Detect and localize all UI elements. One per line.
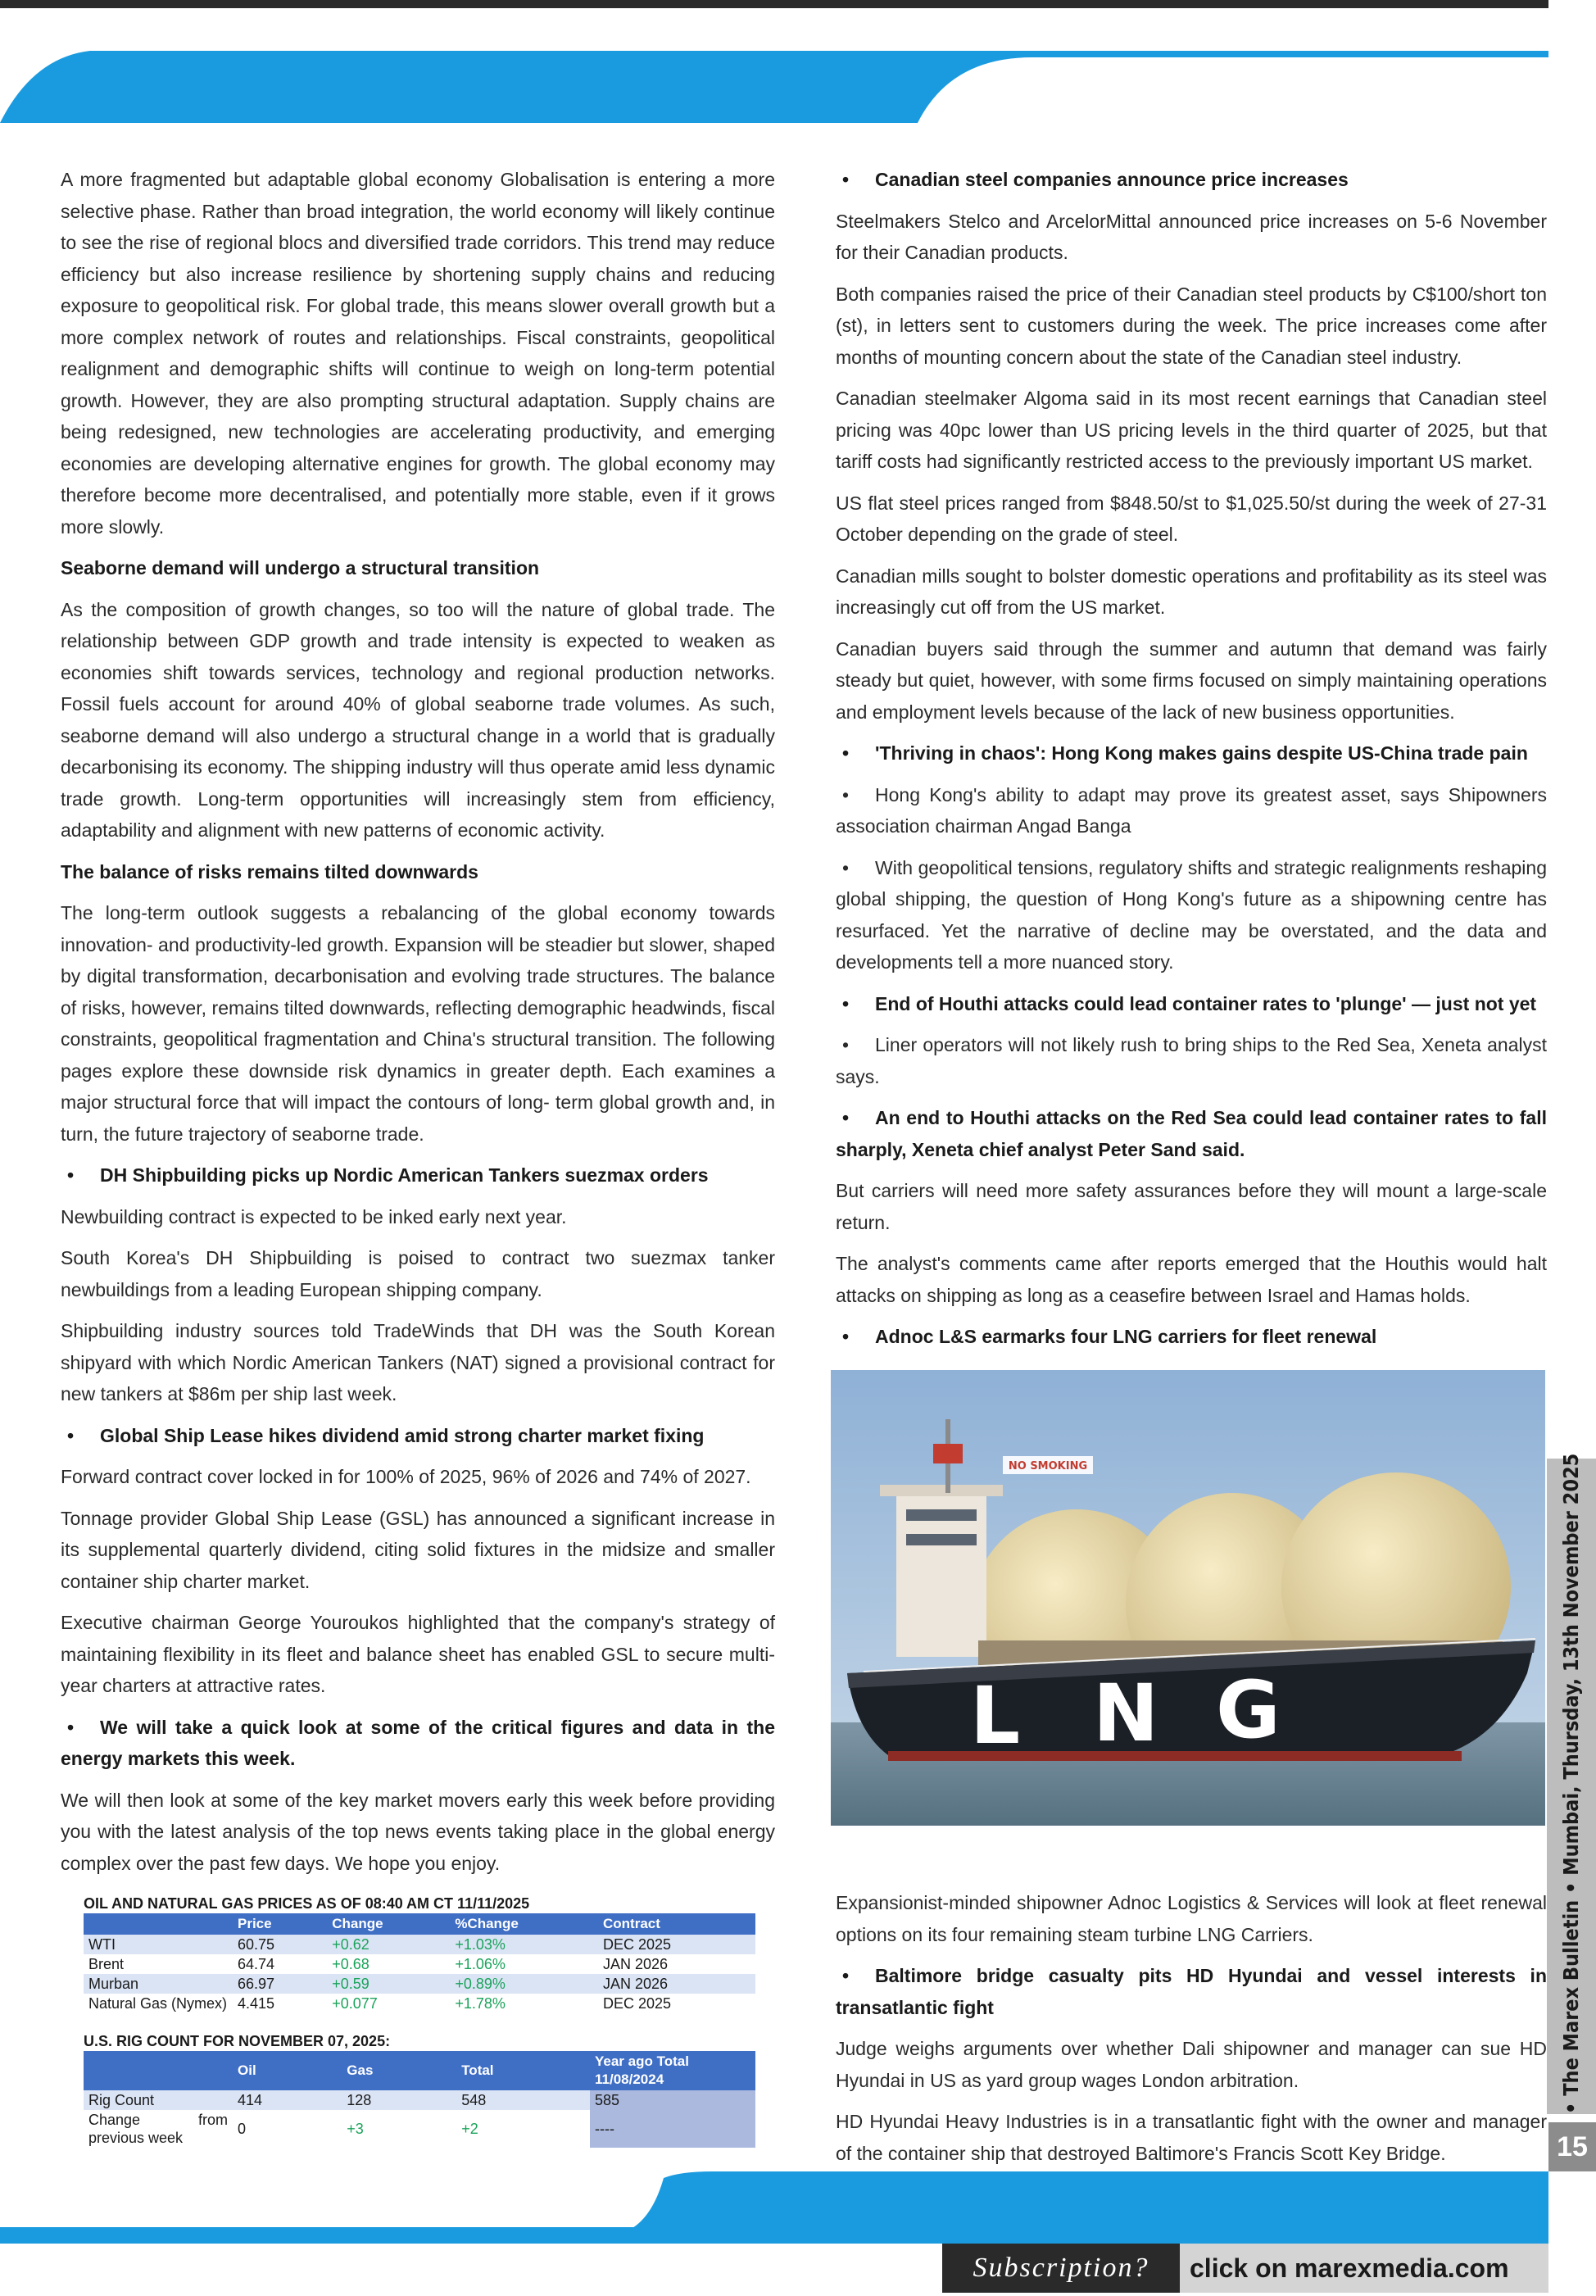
paragraph: Canadian buyers said through the summer and autumn that demand was fairly steady but quiet, however, with some firms focused on simply maintaining operations and employment levels because of the lack of new business opportunities. — [836, 638, 1547, 723]
left-column — [61, 164, 775, 2148]
hull-letter-g: G — [1216, 1664, 1281, 1756]
paragraph: We will then look at some of the key market movers early this week before providing you with the latest analysis of the top news events taking place in the global energy complex over the past few days. We hope you enjoy. — [61, 1789, 775, 1874]
table-row: Murban 66.97 +0.59 +0.89% JAN 2026 — [84, 1974, 755, 1994]
paragraph: Steelmakers Stelco and ArcelorMittal announced price increases on 5-6 November for their Canadian products. — [836, 210, 1547, 263]
news-headline: • 'Thriving in chaos': Hong Kong makes gains despite US-China trade pain — [842, 742, 1528, 764]
energy-tables — [84, 1894, 755, 2148]
paragraph: Canadian mills sought to bolster domestic operations and profitability as its steel was increasingly cut off from the US market. — [836, 565, 1547, 618]
top-bar — [0, 0, 1548, 8]
paragraph: The long-term outlook suggests a rebalancing of the global economy towards innovation- and productivity-led growth. Expansion will be steadier but slower, shaped by digital transformation, decarbonisation and evolving trade structures. The balance of risks, however, remains tilted downwards, reflecting demographic headwinds, fiscal constraints, geopolitical fragmentation and China's structural transition. The following pages explore these downside risk dynamics in greater depth. Each examines a major structural force that will impact the contours of long- term global growth and, in turn, the future trajectory of seaborne trade. — [61, 902, 775, 1145]
prices-table: Price Change %Change Contract WTI 60.75 +0.62 +1.03% DEC 2025 Brent 64.74 +0.68 +1.06% JAN 2026 Murban 66.97 +0.59 +0.89% JAN 2026 Natural Gas (Nymex) 4.415 +0.077 +1.78% DEC 2025 — [84, 1913, 755, 2013]
header-swoosh — [0, 49, 1548, 123]
subscription-link[interactable]: click on marexmedia.com — [1180, 2244, 1548, 2293]
sidebar-dateline: • The Marex Bulletin • Mumbai, Thursday, 13th November 2025 — [1559, 1453, 1583, 2114]
hull-letter-l: L — [970, 1670, 1021, 1762]
news-headline: • Global Ship Lease hikes dividend amid strong charter market fixing — [67, 1424, 705, 1446]
paragraph: Judge weighs arguments over whether Dali shipowner and manager can sue HD Hyundai in US as yard group wages London arbitration. — [836, 2038, 1547, 2091]
paragraph: HD Hyundai Heavy Industries is in a transatlantic fight with the owner and manager of the container ship that destroyed Baltimore's Francis Scott Key Bridge. — [836, 2111, 1547, 2164]
news-headline: • An end to Houthi attacks on the Red Sea could lead container rates to fall sharply, Xeneta chief analyst Peter Sand said. — [836, 1107, 1547, 1160]
page-number: 15 — [1548, 2122, 1596, 2171]
no-smoking-sign: NO SMOKING — [1008, 1460, 1088, 1472]
paragraph: As the composition of growth changes, so too will the nature of global trade. The relationship between GDP growth and trade intensity is expected to weaken as economies shift towards services, technology and regional production networks. Fossil fuels account for around 40% of global seaborne trade volumes. As such, seaborne demand will also undergo a structural change in a world that is gradually decarbonising its economy. The shipping industry will thus operate amid less dynamic trade growth. Long-term opportunities will increasingly stem from efficiency, adaptability and alignment with new patterns of economic activity. — [61, 598, 775, 841]
news-headline: • DH Shipbuilding picks up Nordic American Tankers suezmax orders — [67, 1164, 709, 1186]
paragraph: Shipbuilding industry sources told TradeWinds that DH was the South Korean shipyard with which Nordic American Tankers (NAT) signed a provisional contract for new tankers at $86m per ship last week. — [61, 1320, 775, 1404]
section-heading: The balance of risks remains tilted downwards — [61, 860, 478, 883]
rig-table: Oil Gas Total Year ago Total 11/08/2024 Rig Count 414 128 548 585 Change from previous week 0 +3 +2 ---- — [84, 2051, 755, 2148]
paragraph: • With geopolitical tensions, regulatory shifts and strategic realignments reshaping global shipping, the question of Hong Kong's future as a shipowning centre has resurfaced. Yet the narrative of decline may be overstated, and the data and developments tell a more nuanced story. — [836, 856, 1547, 973]
news-headline: • End of Houthi attacks could lead container rates to 'plunge' — just not yet — [842, 992, 1537, 1014]
table-row: Natural Gas (Nymex) 4.415 +0.077 +1.78% DEC 2025 — [84, 1994, 755, 2013]
section-heading: Seaborne demand will undergo a structural transition — [61, 557, 540, 579]
paragraph: Newbuilding contract is expected to be inked early next year. — [61, 1205, 567, 1227]
paragraph: Both companies raised the price of their Canadian steel products by C$100/short ton (st), in letters sent to customers during the week. The price increases come after months of mounting concern about the state of the Canadian steel industry. — [836, 283, 1547, 368]
news-headline: • We will take a quick look at some of the critical figures and data in the energy markets this week. — [61, 1716, 775, 1769]
table-row: Brent 64.74 +0.68 +1.06% JAN 2026 — [84, 1954, 755, 1974]
paragraph: Tonnage provider Global Ship Lease (GSL) has announced a significant increase in its supplemental quarterly dividend, citing solid fixtures in the midsize and smaller container ship charter market. — [61, 1507, 775, 1592]
paragraph: • Hong Kong's ability to adapt may prove its greatest asset, says Shipowners association chairman Angad Banga — [836, 783, 1547, 837]
subscription-label: Subscription? — [942, 2244, 1180, 2293]
news-headline: • Adnoc L&S earmarks four LNG carriers for fleet renewal — [842, 1326, 1377, 1347]
lng-carrier-photo — [831, 1370, 1545, 1826]
paragraph: The analyst's comments came after reports emerged that the Houthis would halt attacks on shipping as long as a ceasefire between Israel and Hamas holds. — [836, 1253, 1547, 1306]
paragraph: Expansionist-minded shipowner Adnoc Logistics & Services will look at fleet renewal options on its four remaining steam turbine LNG Carriers. — [836, 1892, 1547, 1945]
table-row: Change from previous week 0 +3 +2 ---- — [84, 2110, 755, 2148]
paragraph: US flat steel prices ranged from $848.50/st to $1,025.50/st during the week of 27-31 October depending on the grade of steel. — [836, 492, 1547, 545]
table-row: Rig Count 414 128 548 585 — [84, 2090, 755, 2110]
paragraph: Executive chairman George Youroukos highlighted that the company's strategy of maintaining flexibility in its fleet and balance sheet has enabled GSL to secure multi-year charters at attractive rates. — [61, 1612, 775, 1696]
right-column — [836, 164, 1547, 2179]
news-headline: • Baltimore bridge casualty pits HD Hyundai and vessel interests in transatlantic fight — [836, 1965, 1547, 2018]
rig-table-title: U.S. RIG COUNT FOR NOVEMBER 07, 2025: — [84, 2033, 391, 2049]
paragraph: But carriers will need more safety assurances before they will mount a large-scale return. — [836, 1180, 1547, 1233]
prices-table-title: OIL AND NATURAL GAS PRICES AS OF 08:40 AM CT 11/11/2025 — [84, 1895, 530, 1912]
paragraph: South Korea's DH Shipbuilding is poised to contract two suezmax tanker newbuildings from a leading European shipping company. — [61, 1247, 775, 1300]
footer-swoosh — [0, 2170, 1548, 2244]
table-row: WTI 60.75 +0.62 +1.03% DEC 2025 — [84, 1935, 755, 1954]
paragraph: • Liner operators will not likely rush to bring ships to the Red Sea, Xeneta analyst says. — [836, 1034, 1547, 1087]
news-headline: • Canadian steel companies announce price increases — [842, 169, 1349, 190]
hull-letter-n: N — [1093, 1668, 1159, 1759]
paragraph: Forward contract cover locked in for 100% of 2025, 96% of 2026 and 74% of 2027. — [61, 1466, 751, 1487]
paragraph: Canadian steelmaker Algoma said in its most recent earnings that Canadian steel pricing was 40pc lower than US pricing levels in the third quarter of 2025, but that tariff costs had significantly restricted access to the previously important US market. — [836, 388, 1547, 472]
paragraph: A more fragmented but adaptable global economy Globalisation is entering a more selective phase. Rather than broad integration, the world economy will likely continue to see the rise of regional blocs and diversified trade corridors. This trend may reduce efficiency but also increase resilience by shortening supply chains and reducing exposure to geopolitical risk. For global trade, this means slower overall growth but a more complex network of routes and relationships. Fiscal constraints, geopolitical realignment and demographic shifts will continue to weigh on long-term potential growth. However, they are also prompting structural adaptation. Supply chains are being redesigned, new technologies are accelerating productivity, and emerging economies are developing alternative engines for growth. The global economy may therefore become more decentralised, and potentially more stable, even if it grows more slowly. — [61, 169, 775, 538]
